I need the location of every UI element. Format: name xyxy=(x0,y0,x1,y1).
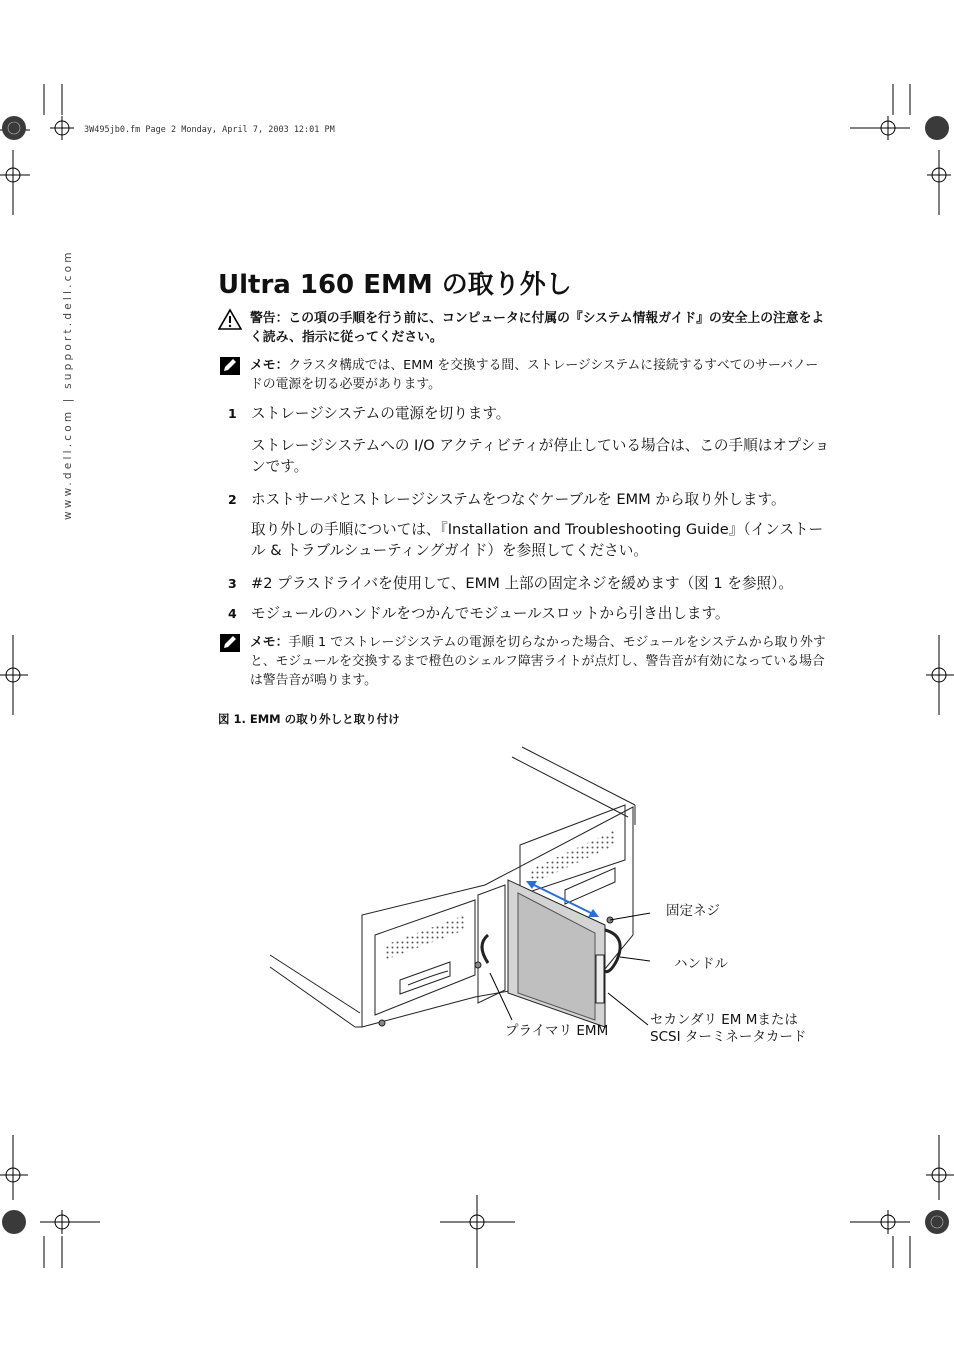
callout-primary: プライマリ EMM xyxy=(505,1023,609,1039)
figure-caption: 図 1. EMM の取り外しと取り付け xyxy=(218,712,400,726)
step-number: 4 xyxy=(228,606,237,621)
step-subtext: ストレージシステムへの I/O アクティビティが停止している場合は、この手順はオプションです。 xyxy=(251,437,830,475)
note-pencil-icon xyxy=(220,357,240,375)
step-text: ホストサーバとストレージシステムをつなぐケーブルを EMM から取り外します。 xyxy=(251,491,786,508)
step-number: 1 xyxy=(228,406,237,421)
warning-block xyxy=(250,309,830,347)
step-number: 2 xyxy=(228,492,237,507)
warning-label: 警告： xyxy=(250,311,289,326)
warning-icon xyxy=(218,308,242,330)
file-slug: 3W495jb0.fm Page 2 Monday, April 7, 2003 12:01 PM xyxy=(84,125,335,135)
note-text: クラスタ構成では、EMM を交換する間、ストレージシステムに接続するすべてのサーバノードの電源を切る必要があります。 xyxy=(250,358,819,392)
emm-removal-illustration xyxy=(250,735,650,1055)
callout-screw: 固定ネジ xyxy=(666,903,720,919)
note-pencil-icon xyxy=(220,634,240,652)
note-label: メモ： xyxy=(250,358,289,373)
warning-text: この項の手順を行う前に、コンピュータに付属の『システム情報ガイド』の安全上の注意をよく読み、指示に従ってください。 xyxy=(250,311,825,345)
note-text: 手順 1 でストレージシステムの電源を切らなかった場合、モジュールをシステムから取り外すと、モジュールを交換するまで橙色のシェルフ障害ライトが点灯し、警告音が有効になっている場合は警告音が鳴ります。 xyxy=(250,635,826,688)
note-block-2 xyxy=(250,633,830,690)
note-label: メモ： xyxy=(250,635,289,650)
callout-handle: ハンドル xyxy=(674,956,728,972)
note-block-1 xyxy=(250,356,830,394)
step-number: 3 xyxy=(228,576,237,591)
side-url: www.dell.com | support.dell.com xyxy=(62,249,74,520)
step-text: ストレージシステムの電源を切ります。 xyxy=(251,405,511,422)
step-subtext: 取り外しの手順については、『Installation and Troubleshooting Guide』（インストール & トラブルシューティングガイド）を参照してください。 xyxy=(251,521,824,559)
callout-secondary-line1: セカンダリ EM Mまたは xyxy=(650,1012,798,1028)
page-title: Ultra 160 EMM の取り外し xyxy=(218,270,572,300)
step-text: モジュールのハンドルをつかんでモジュールスロットから引き出します。 xyxy=(251,605,730,622)
callout-secondary-line2: SCSI ターミネータカード xyxy=(650,1029,807,1045)
step-text: #2 プラスドライバを使用して、EMM 上部の固定ネジを緩めます（図 1 を参照）。 xyxy=(251,575,794,592)
